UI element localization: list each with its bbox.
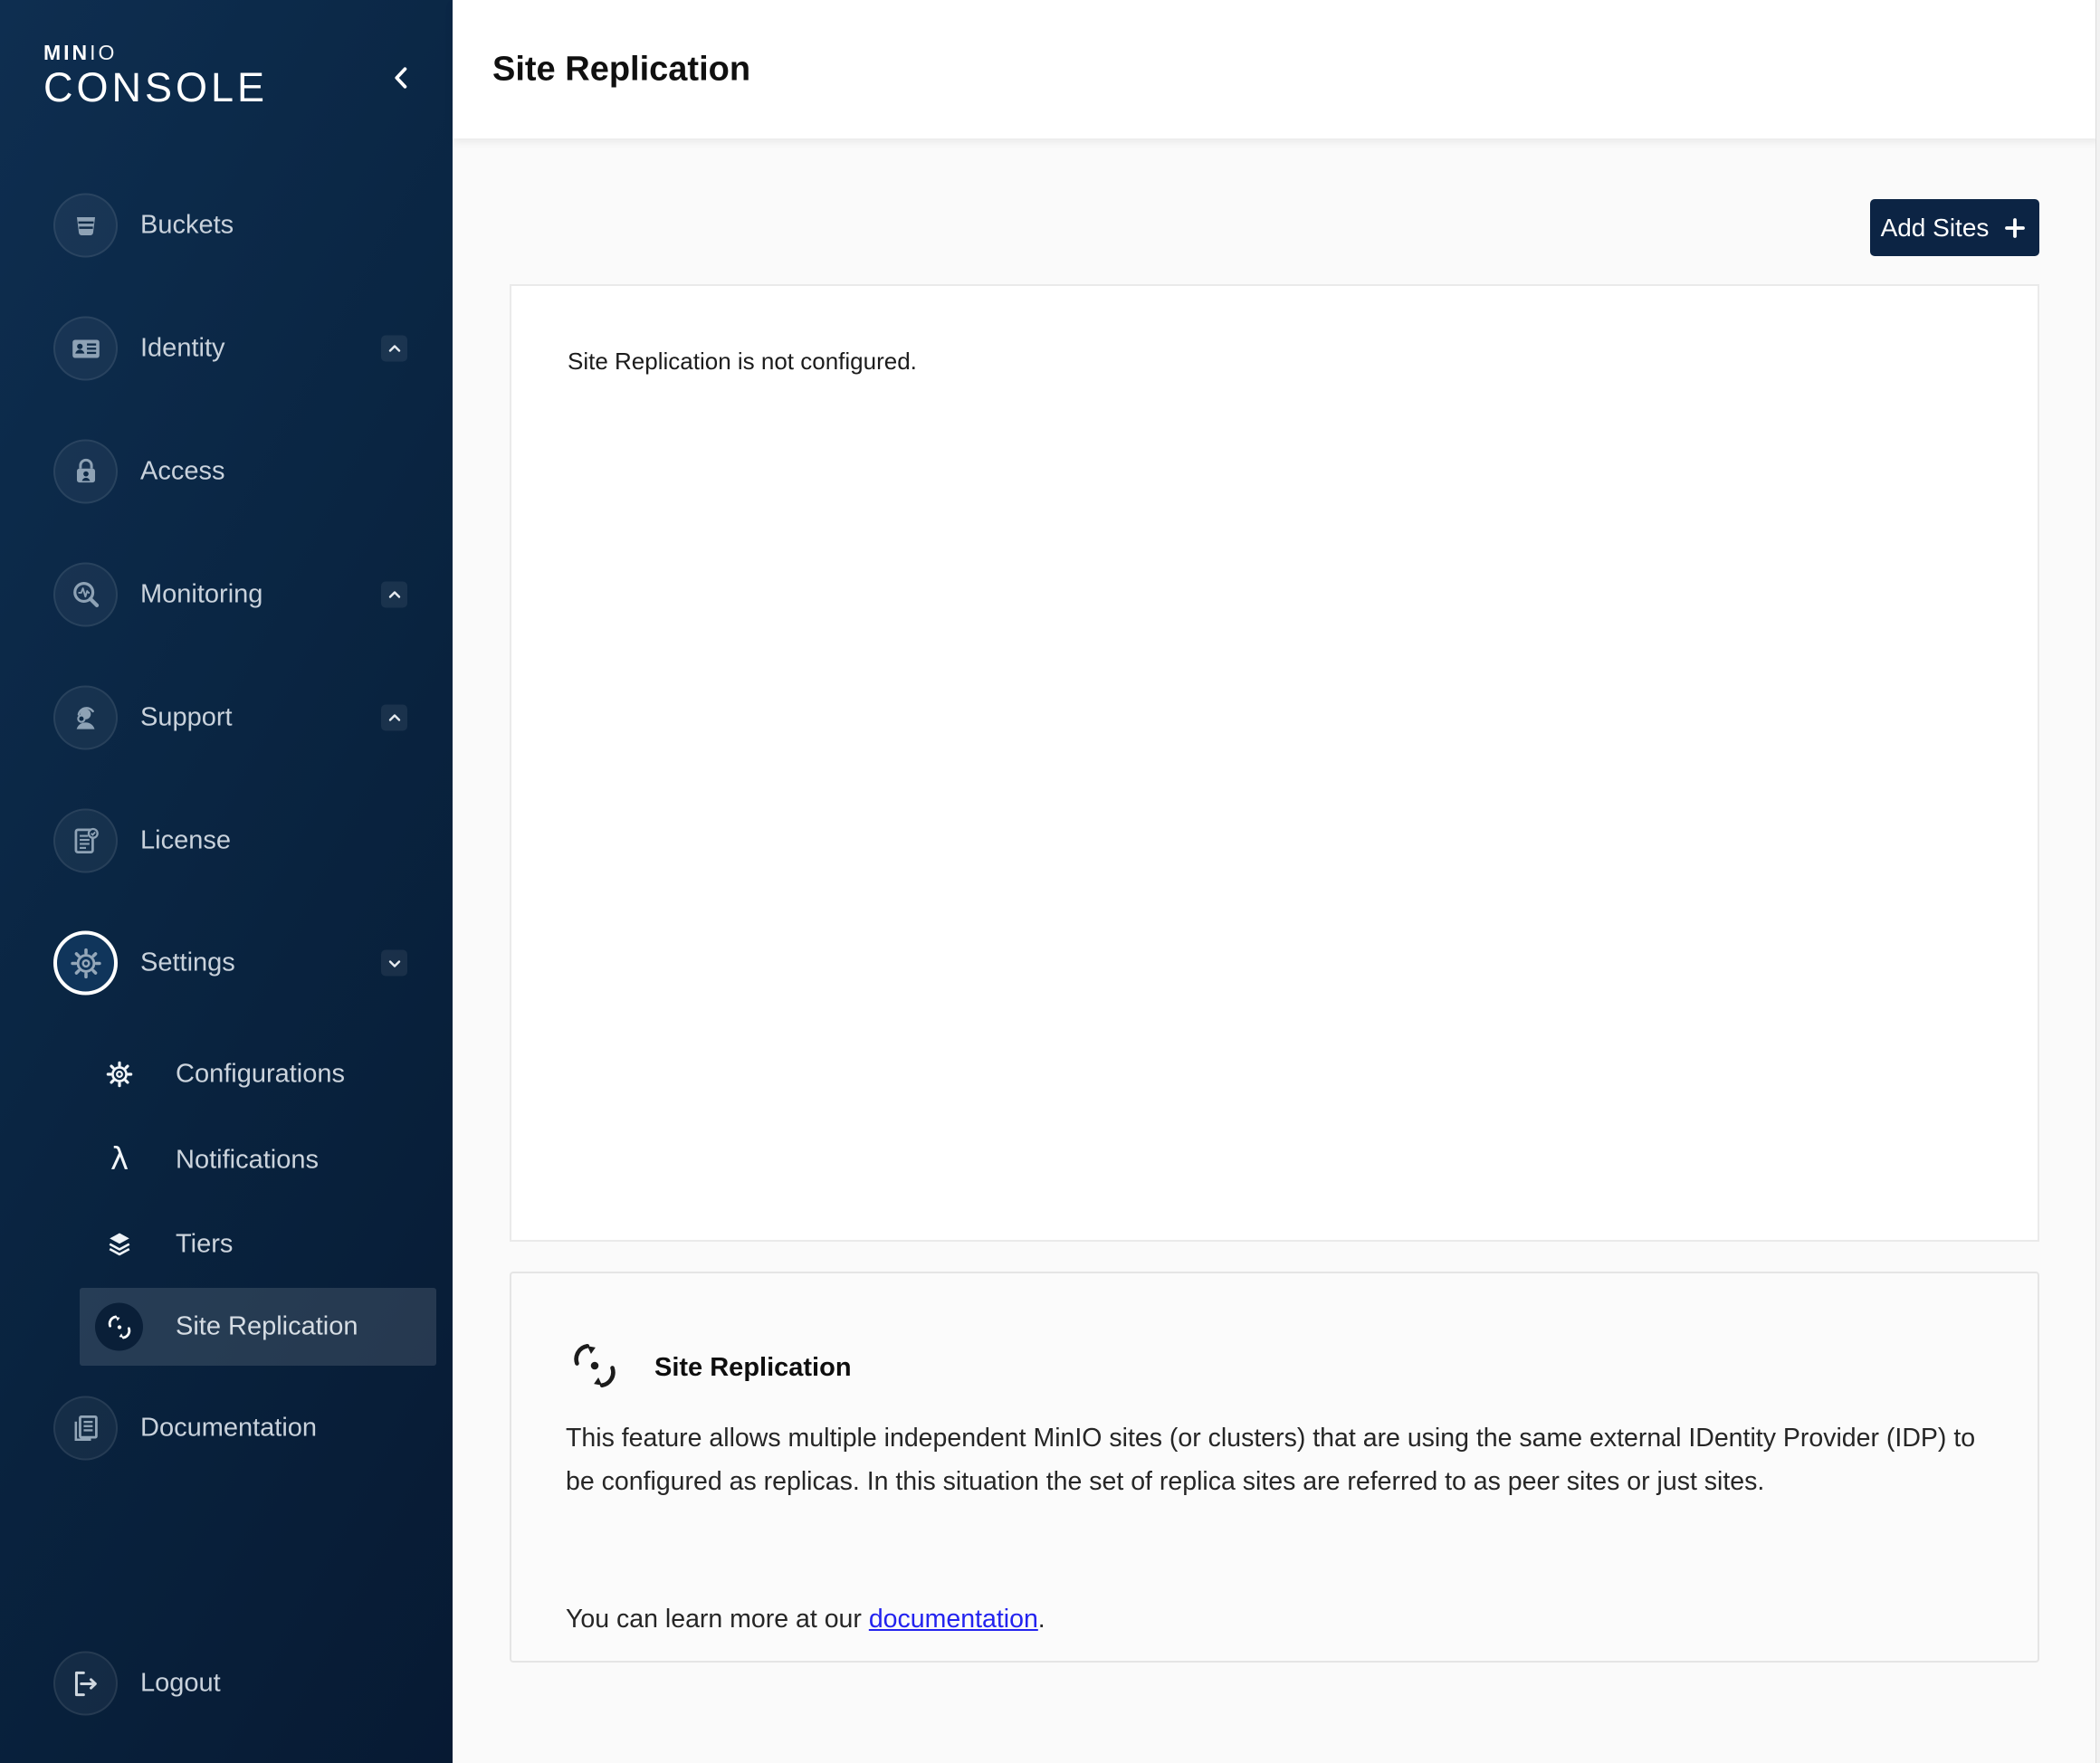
gear-icon [103,1058,136,1091]
sidebar-item-identity[interactable] [0,310,453,387]
headset-icon [53,686,118,750]
minio-console-logo [43,42,268,109]
sync-icon [95,1303,143,1351]
page-title: Site Replication [492,50,751,88]
sidebar-item-support[interactable] [0,679,453,757]
minio-wordmark [43,42,268,63]
chevron-down-icon[interactable] [381,950,407,977]
sidebar-item-label: Notifications [176,1145,319,1175]
license-doc-icon [53,809,118,873]
sidebar-item-configurations[interactable] [0,1043,453,1106]
sidebar-item-label: Configurations [176,1059,345,1089]
sidebar-collapse-button[interactable] [378,56,425,103]
vertical-scrollbar[interactable] [2095,0,2100,1763]
sidebar-item-label: Documentation [140,1413,318,1443]
add-sites-label: Add Sites [1880,213,1990,242]
sidebar-item-label: Site Replication [176,1311,358,1341]
sidebar [0,0,453,1763]
sidebar-item-access[interactable] [0,433,453,510]
sidebar-item-site-replication[interactable] [80,1288,436,1366]
learn-more-suffix: . [1037,1605,1045,1634]
brand-bold: MIN [43,41,91,64]
documentation-link[interactable]: documentation [868,1605,1038,1634]
chevron-up-icon[interactable] [381,582,407,608]
bucket-icon [53,194,118,258]
monitor-search-icon [53,563,118,627]
layers-icon [103,1228,136,1261]
brand-light: IO [90,41,118,64]
sidebar-item-label: Identity [140,333,225,363]
gear-icon [53,931,118,996]
chevron-up-icon[interactable] [381,336,407,362]
learn-more-prefix: You can learn more at our [566,1605,869,1634]
sidebar-item-tiers[interactable] [0,1213,453,1276]
sidebar-item-label: Monitoring [140,579,263,609]
sidebar-item-settings[interactable] [0,924,453,1002]
chevron-up-icon[interactable] [381,705,407,731]
sync-icon [566,1337,624,1395]
sidebar-item-label: Settings [140,948,235,977]
sidebar-item-label: License [140,825,231,855]
lock-user-icon [53,440,118,504]
sidebar-item-monitoring[interactable] [0,556,453,634]
plus-icon [2001,214,2028,242]
svg-text:λ: λ [110,1144,129,1177]
sidebar-item-label: Support [140,702,233,732]
add-sites-button[interactable] [1870,199,2039,256]
console-wordmark: CONSOLE [43,64,269,111]
logout-icon [53,1652,118,1716]
sidebar-item-label: Tiers [176,1229,234,1259]
site-replication-info-panel [510,1272,2039,1663]
sidebar-item-buckets[interactable] [0,186,453,264]
learn-more-line [566,1605,1045,1634]
sidebar-item-license[interactable] [0,802,453,880]
sidebar-item-notifications[interactable] [0,1129,453,1192]
id-card-icon [53,317,118,381]
info-box-description: This feature allows multiple independent MinIO sites (or clusters) that are using the same external IDentity Provider (IDP) to be configured as replicas. In this situation the set of replica sites are referred to as peer sites or just sites. [566,1424,1976,1496]
info-box-title: Site Replication [654,1353,852,1382]
status-message: Site Replication is not configured. [568,348,917,375]
sidebar-item-label: Logout [140,1668,221,1698]
documentation-icon [53,1396,118,1461]
page-header [453,0,2100,138]
sidebar-item-label: Access [140,456,225,486]
sidebar-item-label: Buckets [140,210,234,240]
sidebar-item-logout[interactable] [0,1644,453,1722]
lambda-icon [103,1144,136,1177]
site-replication-status-panel [510,284,2039,1242]
chevron-left-icon [388,64,415,96]
sidebar-item-documentation[interactable] [0,1389,453,1467]
